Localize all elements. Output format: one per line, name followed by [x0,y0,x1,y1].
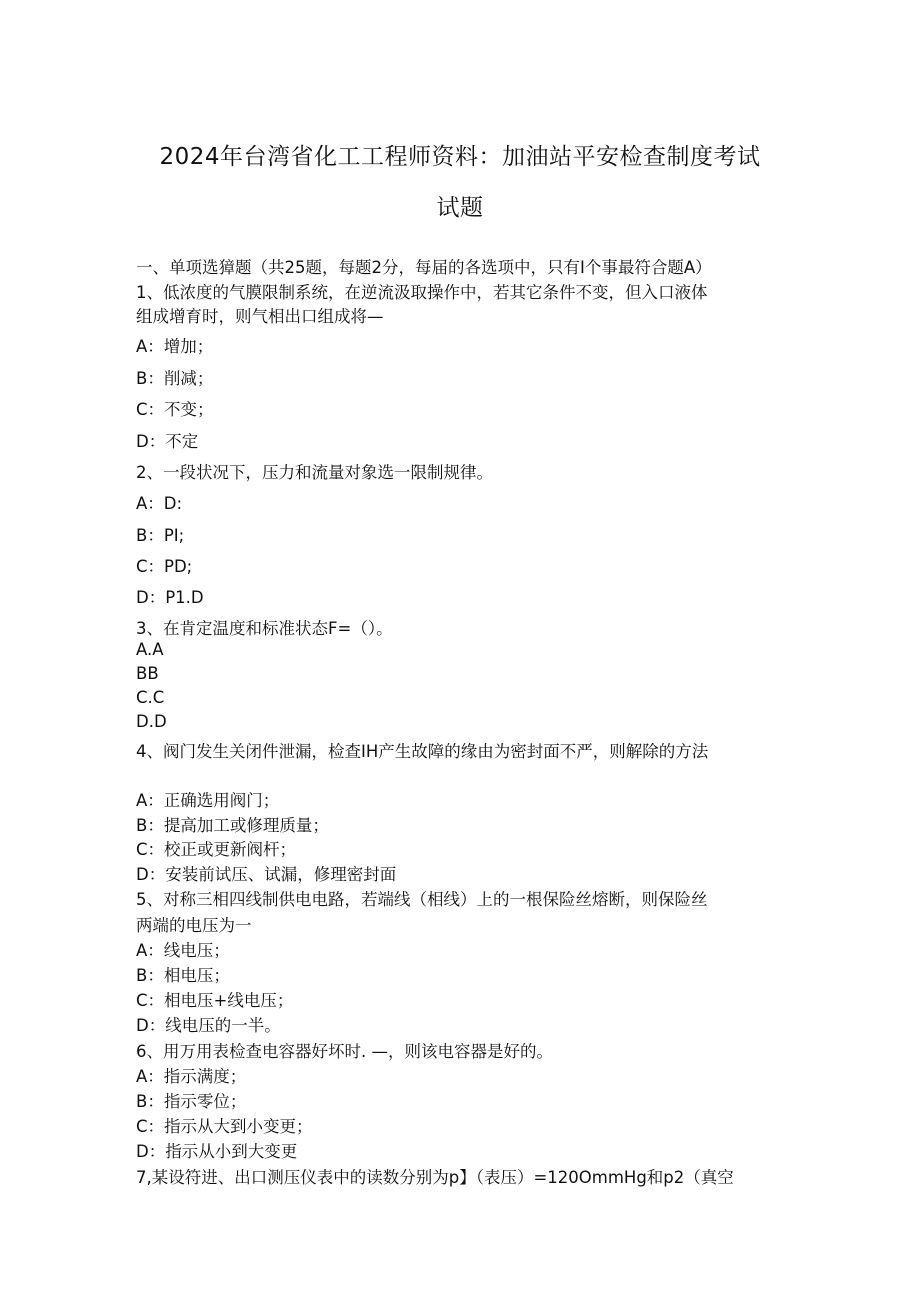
question-2-option-c: C：PD; [136,557,193,576]
document-title-line2: 试题 [436,195,484,221]
question-5-option-d: D：线电压的一半。 [136,1016,281,1035]
question-3-option-d: D.D [136,712,167,731]
question-2-stem: 2、一段状况下，压力和流量对象选一限制规律。 [136,463,493,482]
question-1-option-d: D：不定 [136,432,199,451]
question-6-option-d: D：指示从小到大变更 [136,1142,298,1161]
question-3-stem: 3、在肯定温度和标准状态F=（）。 [136,619,393,638]
question-2-option-a: A：D: [136,494,183,513]
question-1-stem-line2: 组成增育时，则气相出口组成将— [136,307,384,326]
question-3-option-a: A.A [136,640,164,659]
question-1-option-b: B：削减； [136,369,214,388]
question-4-option-a: A：正确选用阀门； [136,791,280,810]
question-2-option-b: B：PI; [136,526,185,545]
question-2-option-d: D：P1.D [136,588,204,607]
question-5-stem-line2: 两端的电压为一 [136,916,252,935]
question-7-stem: 7,某设符进、出口测压仪表中的读数分别为p】（表压）=120OmmHg和p2（真空 [136,1168,734,1187]
section-header: 一、单项选獐题（共25题，每题2分，每届的各选项中，只有I个事最符合题A） [136,258,712,277]
question-6-option-c: C：指示从大到小变更； [136,1117,313,1136]
question-4-option-b: B：提高加工或修理质量； [136,816,329,835]
question-6-stem: 6、用万用表检查电容器好坏时. —，则该电容器是好的。 [136,1042,553,1061]
question-1-option-a: A：增加； [136,337,214,356]
question-5-option-b: B：相电压； [136,966,230,985]
question-4-option-d: D：安装前试压、试漏，修理密封面 [136,865,397,884]
question-5-stem-line1: 5、对称三相四线制供电电路，若端线（相线）上的一根保险丝熔断，则保险丝 [136,890,708,909]
question-3-option-b: BB [136,664,159,683]
question-5-option-a: A：线电压； [136,941,230,960]
question-6-option-a: A：指示满度； [136,1067,247,1086]
question-4-stem: 4、阀门发生关闭件泄漏，检查IH产生故障的缘由为密封面不严，则解除的方法 [136,742,709,761]
question-1-option-c: C：不变； [136,400,214,419]
question-6-option-b: B：指示零位； [136,1092,247,1111]
question-3-option-c: C.C [136,688,165,707]
question-4-option-c: C：校正或更新阀杆； [136,840,297,859]
question-5-option-c: C：相电压+线电压； [136,991,294,1010]
question-1-stem-line1: 1、低浓度的气膜限制系统，在逆流汲取操作中，若其它条件不变，但入口液体 [136,283,708,302]
document-title-line1: 2024年台湾省化工工程师资料：加油站平安检查制度考试 [159,144,761,170]
